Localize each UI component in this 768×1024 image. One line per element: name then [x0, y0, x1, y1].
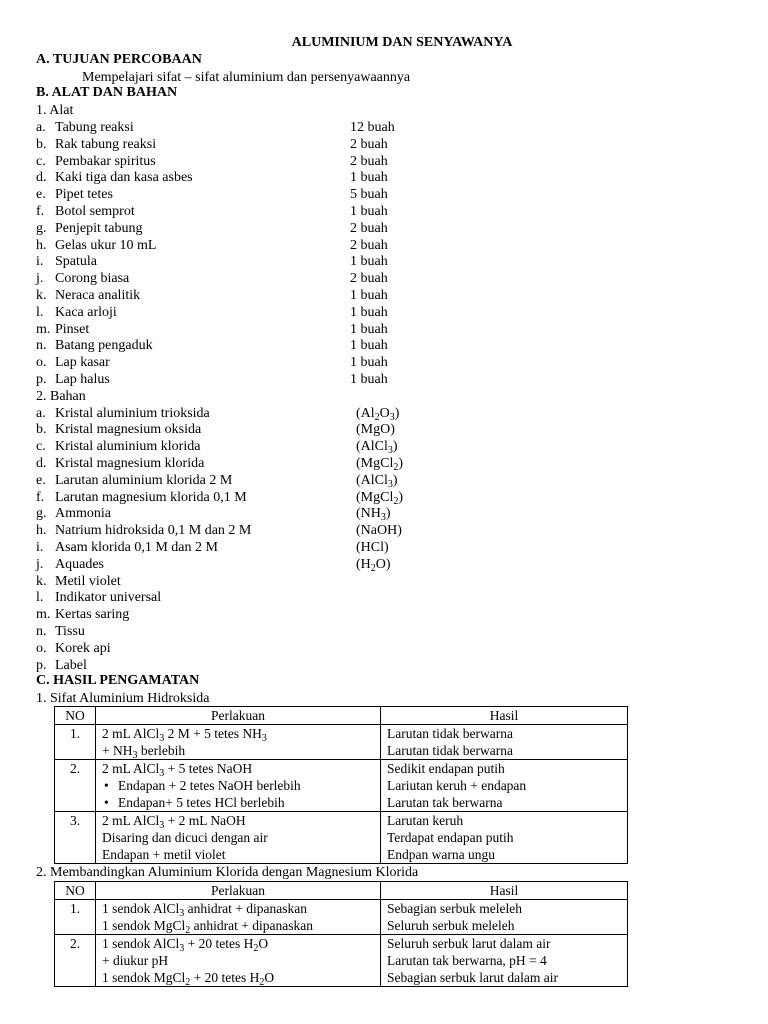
bahan-item [36, 472, 398, 490]
perlakuan-cell [96, 900, 381, 935]
alat-item [36, 354, 388, 371]
item-label: k. [36, 288, 47, 303]
item-quantity: 1 buah [350, 338, 388, 354]
item-label: m. [36, 607, 51, 623]
table-perbandingan-klorida [54, 881, 628, 987]
hasil-cell [381, 900, 628, 935]
item-label: o. [36, 640, 47, 656]
row-number: 2. [55, 935, 96, 987]
perlakuan-line: 2 mL AlCl$_3$ 2 M + 5 tetes $NH_3$ [102, 726, 267, 744]
perlakuan-line: + $NH_3$ berlebih [102, 743, 186, 761]
hasil-cell [381, 935, 628, 987]
bahan-item [36, 405, 400, 423]
perlakuan-line: • Endapan + 2 tetes NaOH berlebih [102, 777, 374, 794]
item-name: Penjepit tabung [55, 220, 143, 236]
table-row [55, 900, 628, 935]
item-label: d. [36, 170, 47, 186]
item-name: Kristal magnesium klorida [55, 456, 205, 471]
item-label: l. [36, 304, 44, 320]
item-name: Kaki tiga dan kasa asbes [55, 170, 193, 186]
item-label: i. [36, 254, 44, 270]
alat-item [36, 237, 388, 254]
item-name: Indikator universal [55, 590, 162, 606]
row-number: 2. [55, 760, 96, 812]
table-row [55, 935, 628, 987]
alat-item [36, 321, 388, 338]
item-quantity: 1 buah [350, 288, 388, 303]
table-header-cell: Hasil [381, 707, 628, 725]
item-label: g. [36, 220, 47, 236]
bahan-item [36, 623, 85, 640]
item-name: Neraca analitik [55, 288, 141, 303]
item-label: n. [36, 338, 47, 354]
item-formula: $(NH_3)$ [356, 506, 391, 524]
item-label: i. [36, 540, 44, 555]
bahan-item [36, 589, 161, 606]
item-name: Aquades [55, 556, 104, 572]
item-formula: $(H_2O)$ [356, 556, 391, 574]
item-quantity: 2 buah [350, 136, 388, 152]
item-label: c. [36, 439, 46, 455]
table-header-cell: NO [55, 707, 96, 725]
item-quantity: 1 buah [350, 372, 388, 387]
alat-item [36, 371, 388, 388]
hasil-line: Seluruh serbuk larut dalam air [387, 936, 551, 951]
table-header-cell: Hasil [381, 882, 628, 900]
alat-item [36, 169, 388, 186]
item-name: Gelas ukur 10 mL [55, 237, 157, 253]
alat-heading: 1. Alat [36, 103, 74, 118]
hasil-line: Seluruh serbuk meleleh [387, 918, 515, 933]
hasil-line: Sebagian serbuk larut dalam air [387, 970, 558, 985]
item-label: c. [36, 153, 46, 169]
alat-item [36, 119, 395, 136]
table1-title: 1. Sifat Aluminium Hidroksida [36, 691, 210, 707]
perlakuan-line: 2 mL AlCl$_3$ + 5 tetes NaOH [102, 761, 253, 779]
item-quantity: 2 buah [350, 153, 388, 169]
alat-item [36, 253, 388, 270]
perlakuan-line: 1 sendok AlCl$_3$ + 20 tetes $H_2O$ [102, 936, 269, 954]
hasil-line: Sedikit endapan putih [387, 761, 505, 776]
item-label: d. [36, 456, 47, 471]
hasil-cell [381, 760, 628, 812]
perlakuan-line: Endapan + metil violet [102, 847, 226, 862]
section-a-heading: A. TUJUAN PERCOBAAN [36, 52, 202, 67]
item-label: h. [36, 523, 47, 539]
section-b-heading: B. ALAT DAN BAHAN [36, 85, 178, 100]
item-label: o. [36, 355, 47, 371]
item-name: Lap kasar [55, 355, 110, 371]
table2-title: 2. Membandingkan Aluminium Klorida dengan Magnesium Klorida [36, 865, 419, 880]
item-name: Natrium hidroksida 0,1 M dan 2 M [55, 523, 252, 539]
alat-item [36, 287, 388, 304]
item-label: m. [36, 321, 51, 337]
table-row [55, 725, 628, 760]
hasil-line: Endpan warna ungu [387, 847, 495, 862]
item-name: Label [55, 657, 87, 673]
item-formula: (AlCl$_3$) [356, 439, 398, 457]
item-label: k. [36, 573, 47, 589]
item-name: Pinset [55, 321, 90, 337]
item-label: p. [36, 372, 47, 387]
item-name: Corong biasa [55, 271, 130, 287]
item-quantity: 1 buah [350, 170, 388, 186]
table-sifat-aluminium-hidroksida [54, 706, 628, 864]
perlakuan-line: 1 sendok MgCl$_2$ anhidrat + dipanaskan [102, 918, 313, 936]
item-label: a. [36, 120, 46, 135]
bahan-item [36, 505, 391, 524]
item-name: Pembakar spiritus [55, 153, 156, 169]
item-label: j. [36, 271, 44, 287]
perlakuan-line: Disaring dan dicuci dengan air [102, 830, 268, 845]
item-name: Ammonia [55, 506, 111, 522]
alat-item [36, 136, 388, 153]
item-formula: (HCl) [356, 540, 389, 555]
item-name: Batang pengaduk [55, 338, 153, 354]
item-name: Kristal magnesium oksida [55, 422, 202, 438]
item-quantity: 12 buah [350, 120, 395, 135]
item-name: Metil violet [55, 573, 121, 589]
perlakuan-cell [96, 935, 381, 987]
perlakuan-cell [96, 812, 381, 864]
item-formula: (MgCl$_2$) [356, 489, 404, 507]
item-quantity: 1 buah [350, 321, 388, 337]
item-name: Asam klorida 0,1 M dan 2 M [55, 540, 218, 555]
row-number: 1. [55, 725, 96, 760]
item-formula: $(Al_2O_3)$ [356, 405, 400, 423]
item-name: Korek api [55, 640, 111, 656]
hasil-line: Sebagian serbuk meleleh [387, 901, 522, 916]
item-label: e. [36, 472, 46, 488]
item-quantity: 1 buah [350, 204, 388, 219]
hasil-line: Terdapat endapan putih [387, 830, 514, 845]
item-label: p. [36, 657, 47, 673]
hasil-line: Lariutan keruh + endapan [387, 778, 527, 793]
bahan-item [36, 421, 395, 438]
perlakuan-line: 1 sendok MgCl$_2$ + 20 tetes $H_2O$ [102, 970, 275, 988]
perlakuan-line: + diukur pH [102, 953, 169, 968]
hasil-line: Larutan tak berwarna, pH = 4 [387, 953, 547, 968]
bahan-item [36, 489, 404, 507]
alat-item [36, 270, 388, 287]
item-quantity: 2 buah [350, 271, 388, 287]
item-name: Botol semprot [55, 204, 135, 219]
bahan-item [36, 556, 391, 574]
perlakuan-line: 2 mL AlCl$_3$ + 2 mL NaOH [102, 813, 246, 831]
item-label: b. [36, 422, 47, 438]
item-name: Tabung reaksi [55, 120, 134, 135]
document-title: ALUMINIUM DAN SENYAWANYA [291, 35, 513, 50]
item-label: b. [36, 136, 47, 152]
table-header-cell: NO [55, 882, 96, 900]
item-name: Kristal aluminium trioksida [55, 405, 210, 421]
item-quantity: 2 buah [350, 237, 388, 253]
item-label: e. [36, 187, 46, 203]
item-name: Pipet tetes [55, 187, 113, 203]
hasil-line: Larutan tidak berwarna [387, 743, 513, 758]
bahan-item [36, 573, 121, 590]
item-name: Kaca arloji [55, 304, 117, 320]
bahan-item [36, 438, 398, 457]
perlakuan-cell [96, 760, 381, 812]
item-name: Larutan magnesium klorida 0,1 M [55, 489, 247, 505]
table-row [55, 760, 628, 812]
alat-item [36, 304, 388, 321]
table-row [55, 812, 628, 864]
item-label: j. [36, 556, 44, 572]
bahan-item [36, 539, 389, 556]
perlakuan-line: 1 sendok AlCl$_3$ anhidrat + dipanaskan [102, 901, 307, 919]
bahan-item [36, 657, 87, 674]
bahan-item [36, 522, 402, 539]
item-label: n. [36, 624, 47, 639]
row-number: 1. [55, 900, 96, 935]
item-formula: (MgCl$_2$) [356, 456, 404, 473]
hasil-line: Larutan keruh [387, 813, 464, 828]
hasil-line: Larutan tidak berwarna [387, 726, 513, 741]
item-label: f. [36, 204, 45, 219]
item-quantity: 5 buah [350, 187, 388, 203]
item-name: Tissu [55, 624, 85, 639]
item-quantity: 1 buah [350, 355, 388, 371]
bahan-heading: 2. Bahan [36, 388, 86, 404]
perlakuan-cell [96, 725, 381, 760]
section-a-text: Mempelajari sifat – sifat aluminium dan persenyawaannya [82, 70, 411, 85]
item-label: a. [36, 405, 46, 421]
row-number: 3. [55, 812, 96, 864]
alat-item [36, 203, 388, 220]
item-formula: (AlCl$_3$) [356, 472, 398, 490]
hasil-cell [381, 812, 628, 864]
item-name: Lap halus [55, 372, 110, 387]
alat-item [36, 220, 388, 237]
bahan-item [36, 606, 129, 623]
hasil-line: Larutan tak berwarna [387, 795, 503, 810]
item-formula: (MgO) [356, 422, 395, 438]
item-quantity: 1 buah [350, 254, 388, 270]
bahan-item [36, 640, 111, 657]
alat-item [36, 186, 388, 203]
alat-item [36, 337, 388, 354]
item-label: f. [36, 489, 45, 505]
item-name: Rak tabung reaksi [55, 136, 157, 152]
item-name: Spatula [55, 254, 97, 270]
perlakuan-line: • Endapan+ 5 tetes HCl berlebih [102, 794, 374, 811]
item-label: l. [36, 590, 44, 606]
item-name: Larutan aluminium klorida 2 M [55, 472, 233, 488]
item-name: Kristal aluminium klorida [55, 439, 201, 455]
table-header-cell: Perlakuan [96, 882, 381, 900]
item-name: Kertas saring [55, 607, 130, 623]
item-label: g. [36, 506, 47, 522]
table-header-cell: Perlakuan [96, 707, 381, 725]
alat-item [36, 153, 388, 170]
hasil-cell [381, 725, 628, 760]
item-formula: (NaOH) [356, 523, 402, 539]
item-label: h. [36, 237, 47, 253]
item-quantity: 2 buah [350, 220, 388, 236]
bahan-item [36, 455, 404, 473]
item-quantity: 1 buah [350, 304, 388, 320]
section-c-heading: C. HASIL PENGAMATAN [36, 673, 200, 689]
